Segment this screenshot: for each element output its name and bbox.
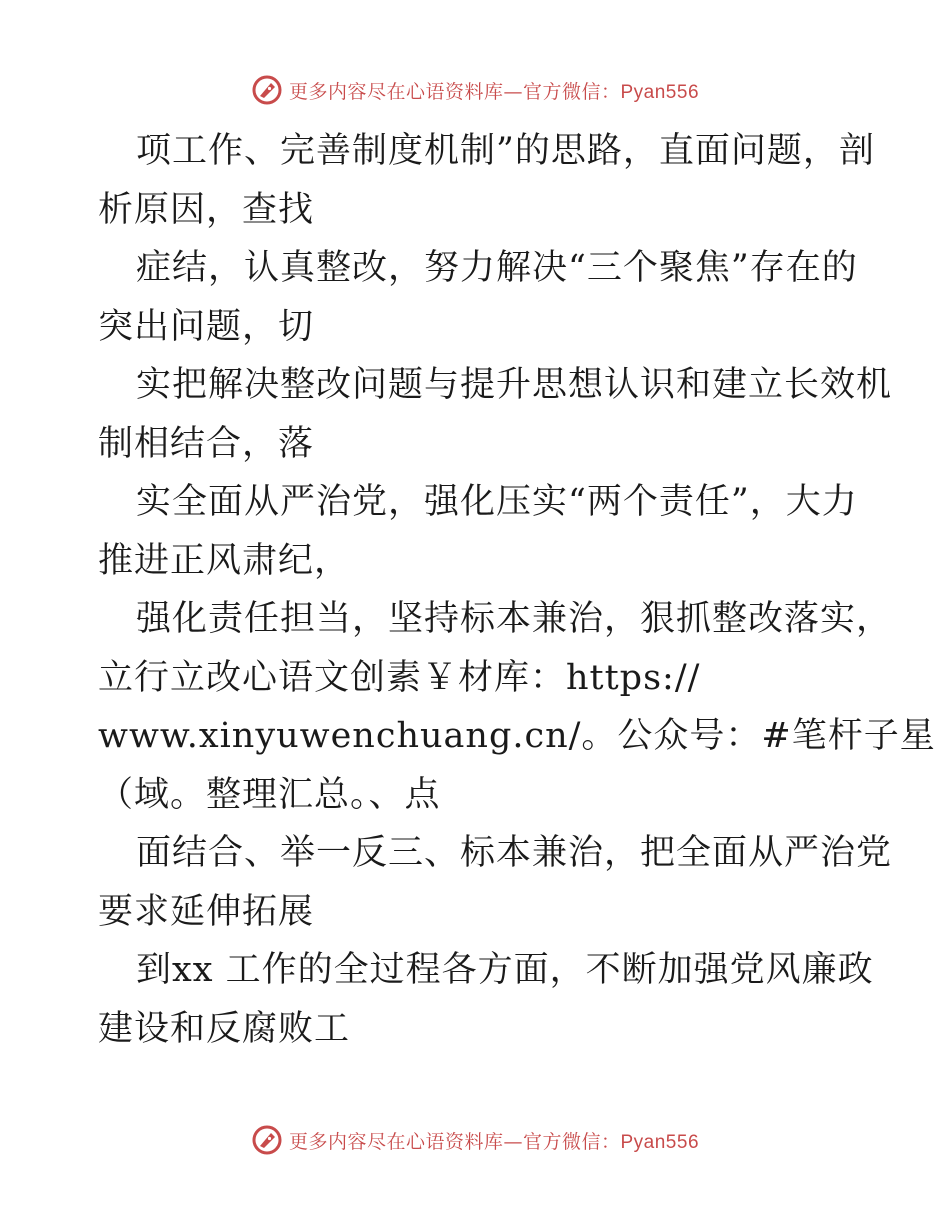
pen-nib-logo-icon: [251, 1124, 283, 1156]
body-line: 强化责任担当，坚持标本兼治，狠抓整改落实，: [136, 599, 893, 639]
body-line: 立行立改心语文创素￥材库：https://: [98, 657, 701, 698]
body-line: 突出问题，切: [98, 306, 315, 347]
body-line: 实全面从严治党，强化压实“两个责任”，大力: [136, 482, 858, 522]
body-line: www.xinyuwenchuang.cn/。公众号：#笔杆子星: [98, 716, 936, 756]
footer-watermark-banner: [0, 1120, 950, 1160]
footer-watermark-text: 更多内容尽在心语资料库—官方微信：Pyan556: [288, 1130, 700, 1153]
header-watermark-text: 更多内容尽在心语资料库—官方微信：Pyan556: [288, 80, 700, 103]
body-line: 到xx 工作的全过程各方面，不断加强党风廉政: [136, 950, 874, 990]
body-line: 析原因，查找: [98, 189, 315, 230]
document-body: [98, 122, 936, 1058]
body-line: 建设和反腐败工: [98, 1008, 351, 1049]
body-line: 症结，认真整改，努力解决“三个聚焦”存在的: [136, 248, 858, 288]
body-line: 要求延伸拓展: [98, 891, 315, 932]
body-line: 推进正风肃纪，: [98, 540, 351, 581]
body-line: 实把解决整改问题与提升思想认识和建立长效机: [136, 365, 893, 405]
header-wechat-id: Pyan556: [620, 81, 700, 103]
pen-nib-logo-icon: [251, 74, 283, 106]
header-watermark-banner: [0, 70, 950, 110]
body-line: 制相结合，落: [98, 423, 315, 464]
footer-wechat-id: Pyan556: [620, 1131, 700, 1153]
body-line: （域。整理汇总。、点: [98, 774, 441, 815]
body-line: 项工作、完善制度机制”的思路，直面问题，剖: [136, 131, 875, 171]
body-line: 面结合、举一反三、标本兼治，把全面从严治党: [136, 833, 893, 873]
